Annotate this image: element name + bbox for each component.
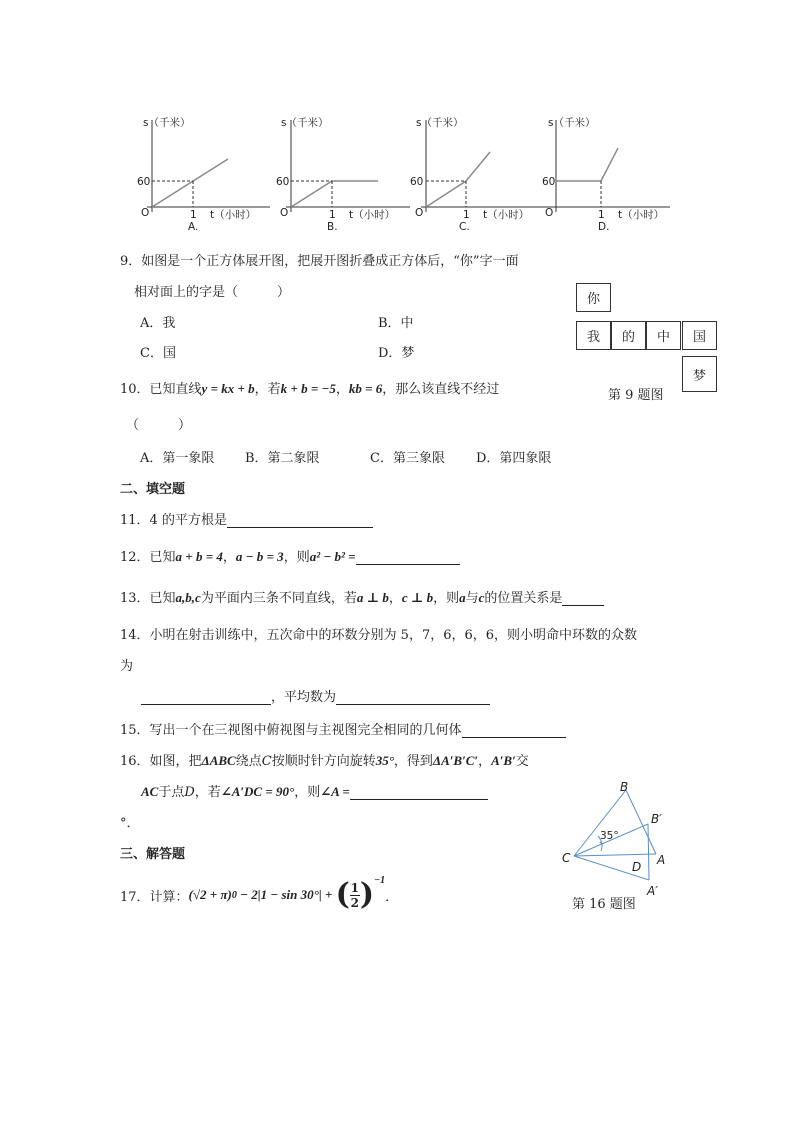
q10-paren: （ ） xyxy=(126,418,192,433)
q10-line1 xyxy=(120,378,499,397)
q16-answer-blank[interactable] xyxy=(350,785,488,800)
q12-eq2: a − b = 3 xyxy=(235,549,284,564)
cube-cell-ni: 你 xyxy=(576,283,611,312)
q12-prefix: 12．已知 xyxy=(120,550,176,565)
q17: 17．计算： (√2 + π) 0 − 2|1 − sin 30°| + ( 1 2 ) $^{-1}$ ． xyxy=(120,875,399,912)
fig-label-d: D xyxy=(632,860,642,874)
q16-caption: 第 16 题图 xyxy=(572,897,636,912)
q12-mid: ， xyxy=(222,550,236,565)
q13-a: a xyxy=(459,590,466,605)
q16-seg-ac: AC xyxy=(141,784,159,799)
q13-c: c xyxy=(478,590,485,605)
q14-mode-blank[interactable] xyxy=(141,690,271,705)
cube-cell-wo: 我 xyxy=(576,321,611,350)
q9-caption: 第 9 题图 xyxy=(608,388,664,403)
q9-choice-b: B．中 xyxy=(378,316,414,331)
q17-expr2: − 2|1 − sin 30°| + xyxy=(236,887,336,902)
fig-label-a-prime: A′ xyxy=(647,884,658,898)
q12-answer-blank[interactable] xyxy=(356,550,460,565)
cube-cell-guo: 国 xyxy=(682,321,717,350)
q10-prefix: 10．已知直线 xyxy=(120,382,202,397)
q16-mid3: ，得到 xyxy=(393,754,433,769)
q17-frac-den: 2 xyxy=(350,895,359,910)
q10-suffix: ，那么该直线不经过 xyxy=(382,382,500,397)
q16-pt-d: D xyxy=(184,785,195,800)
q17-frac-num: 1 xyxy=(350,880,359,895)
q17-exp0: 0 xyxy=(231,889,237,901)
q10-mid2: ， xyxy=(335,382,349,397)
graph-b-y-label: s（千米） xyxy=(281,117,329,129)
q14-mean-blank[interactable] xyxy=(336,690,490,705)
q10-mid1: ，若 xyxy=(254,382,281,397)
graph-b-x-tick: 1 xyxy=(329,209,336,221)
q12 xyxy=(120,546,460,565)
q11-answer-blank[interactable] xyxy=(227,513,373,528)
graph-a-option: A. xyxy=(188,221,199,233)
graph-c-x-tick: 1 xyxy=(463,209,470,221)
graph-d-origin: O xyxy=(545,207,554,219)
q16-mid4: ， xyxy=(478,754,492,769)
fig-label-b: B xyxy=(620,780,629,794)
graph-c-x-label: t（小时） xyxy=(483,209,530,221)
q13-c1: a ⊥ b xyxy=(356,590,389,605)
q16-prefix: 16．如图，把 xyxy=(120,754,202,769)
q16-seg: A′B′ xyxy=(491,753,516,768)
section-2-heading: 二、填空题 xyxy=(120,482,186,497)
graph-a-origin: O xyxy=(141,207,150,219)
q10-choice-a: A．第一象限 xyxy=(140,451,215,466)
q16-tri2: ΔA′B′C′ xyxy=(432,753,479,768)
graph-d-option: D. xyxy=(598,221,610,233)
q10-choice-d: D．第四象限 xyxy=(476,451,552,466)
fig-label-b-prime: B′ xyxy=(651,812,662,826)
q10-choice-b: B．第二象限 xyxy=(245,451,320,466)
cube-cell-zhong: 中 xyxy=(646,321,681,350)
q16-l2-mid3: ，则 xyxy=(294,785,321,800)
q10-choice-c: C．第三象限 xyxy=(370,451,445,466)
graph-d-y-tick: 60 xyxy=(542,176,556,188)
q9-line2: 相对面上的字是（ ） xyxy=(134,285,291,300)
cube-cell-meng: 梦 xyxy=(682,356,717,392)
q16-mid1: 绕点 xyxy=(235,754,262,769)
graph-b-option: B. xyxy=(327,221,338,233)
q11 xyxy=(120,509,373,528)
q14-avg-label: ，平均数为 xyxy=(271,690,337,705)
q11-text: 11．4 的平方根是 xyxy=(120,513,227,528)
q12-eq1: a + b = 4 xyxy=(175,549,223,564)
q14-line1: 14．小明在射击训练中，五次命中的环数分别为 5，7，6，6，6，则小明命中环数的众数 xyxy=(120,628,638,643)
q16-line1 xyxy=(120,750,529,769)
section-3-heading: 三、解答题 xyxy=(120,847,186,862)
q12-eq3: a² − b² = xyxy=(309,549,356,564)
q17-prefix: 17．计算： xyxy=(120,889,189,905)
q13 xyxy=(120,587,604,606)
q10-eq2: k + b = −5 xyxy=(280,381,336,396)
q13-answer-blank[interactable] xyxy=(562,591,604,606)
graph-d-y-label: s（千米） xyxy=(548,117,596,129)
q16-l2-mid2: ，若 xyxy=(194,785,221,800)
fig-label-a: A xyxy=(657,853,666,867)
q10-eq1: y = kx + b xyxy=(201,381,255,396)
q15-answer-blank[interactable] xyxy=(462,723,566,738)
q13-mid1: 为平面内三条不同直线，若 xyxy=(200,591,357,606)
q13-suffix: 的位置关系是 xyxy=(484,591,563,606)
q16-mid2: 按顺时针方向旋转 xyxy=(271,754,376,769)
q17-expr1: (√2 + π) xyxy=(188,887,232,902)
graph-d-x-label: t（小时） xyxy=(618,209,665,221)
q16-tri1: ΔABC xyxy=(201,753,236,768)
graph-c-origin: O xyxy=(415,207,424,219)
q16-line3: °． xyxy=(120,816,140,831)
q14-line3 xyxy=(141,686,490,705)
q16-pt: C xyxy=(261,754,272,769)
graph-a-x-tick: 1 xyxy=(190,209,197,221)
q17-exp: −1 xyxy=(374,875,386,886)
graph-c-option: C. xyxy=(459,221,470,233)
q15 xyxy=(120,719,566,738)
q13-vars: a,b,c xyxy=(175,590,201,605)
q9-choice-d: D．梦 xyxy=(378,346,415,361)
q16-line2 xyxy=(141,781,488,800)
q9-line1: 9．如图是一个正方体展开图，把展开图折叠成正方体后，“你”字一面 xyxy=(120,254,519,269)
q17-end: ． xyxy=(385,889,399,905)
q16-mid5: 交 xyxy=(515,754,529,769)
q13-c2: c ⊥ b xyxy=(401,590,434,605)
fig-label-c: C xyxy=(562,851,571,865)
q9-choice-a: A．我 xyxy=(140,316,176,331)
q16-ask: ∠A = xyxy=(320,784,350,799)
rotation-figure xyxy=(560,778,675,900)
q16-cond: ∠A′DC = 90° xyxy=(220,784,295,799)
graph-b-y-tick: 60 xyxy=(276,176,290,188)
q13-prefix: 13．已知 xyxy=(120,591,176,606)
fig-angle-label: 35° xyxy=(600,830,619,842)
graph-a-y-tick: 60 xyxy=(137,176,151,188)
q13-mid3: ，则 xyxy=(433,591,460,606)
graph-b-origin: O xyxy=(280,207,289,219)
q12-mid2: ，则 xyxy=(283,550,310,565)
graph-a-y-label: s（千米） xyxy=(143,117,191,129)
q15-text: 15．写出一个在三视图中俯视图与主视图完全相同的几何体 xyxy=(120,723,462,738)
q13-mid4: 与 xyxy=(465,591,479,606)
q9-choice-c: C．国 xyxy=(140,346,176,361)
q16-l2-mid1: 于点 xyxy=(158,785,185,800)
q16-angle: 35° xyxy=(375,753,394,768)
graph-a-x-label: t（小时） xyxy=(210,209,257,221)
graph-b-x-label: t（小时） xyxy=(349,209,396,221)
graph-d-x-tick: 1 xyxy=(598,209,605,221)
q10-eq3: kb = 6 xyxy=(348,381,383,396)
q13-mid2: ， xyxy=(388,591,402,606)
graph-c-y-label: s（千米） xyxy=(416,117,464,129)
q14-line2: 为 xyxy=(120,659,134,674)
cube-cell-de: 的 xyxy=(611,321,646,350)
distance-time-graphs xyxy=(125,112,685,234)
graph-c-y-tick: 60 xyxy=(410,176,424,188)
